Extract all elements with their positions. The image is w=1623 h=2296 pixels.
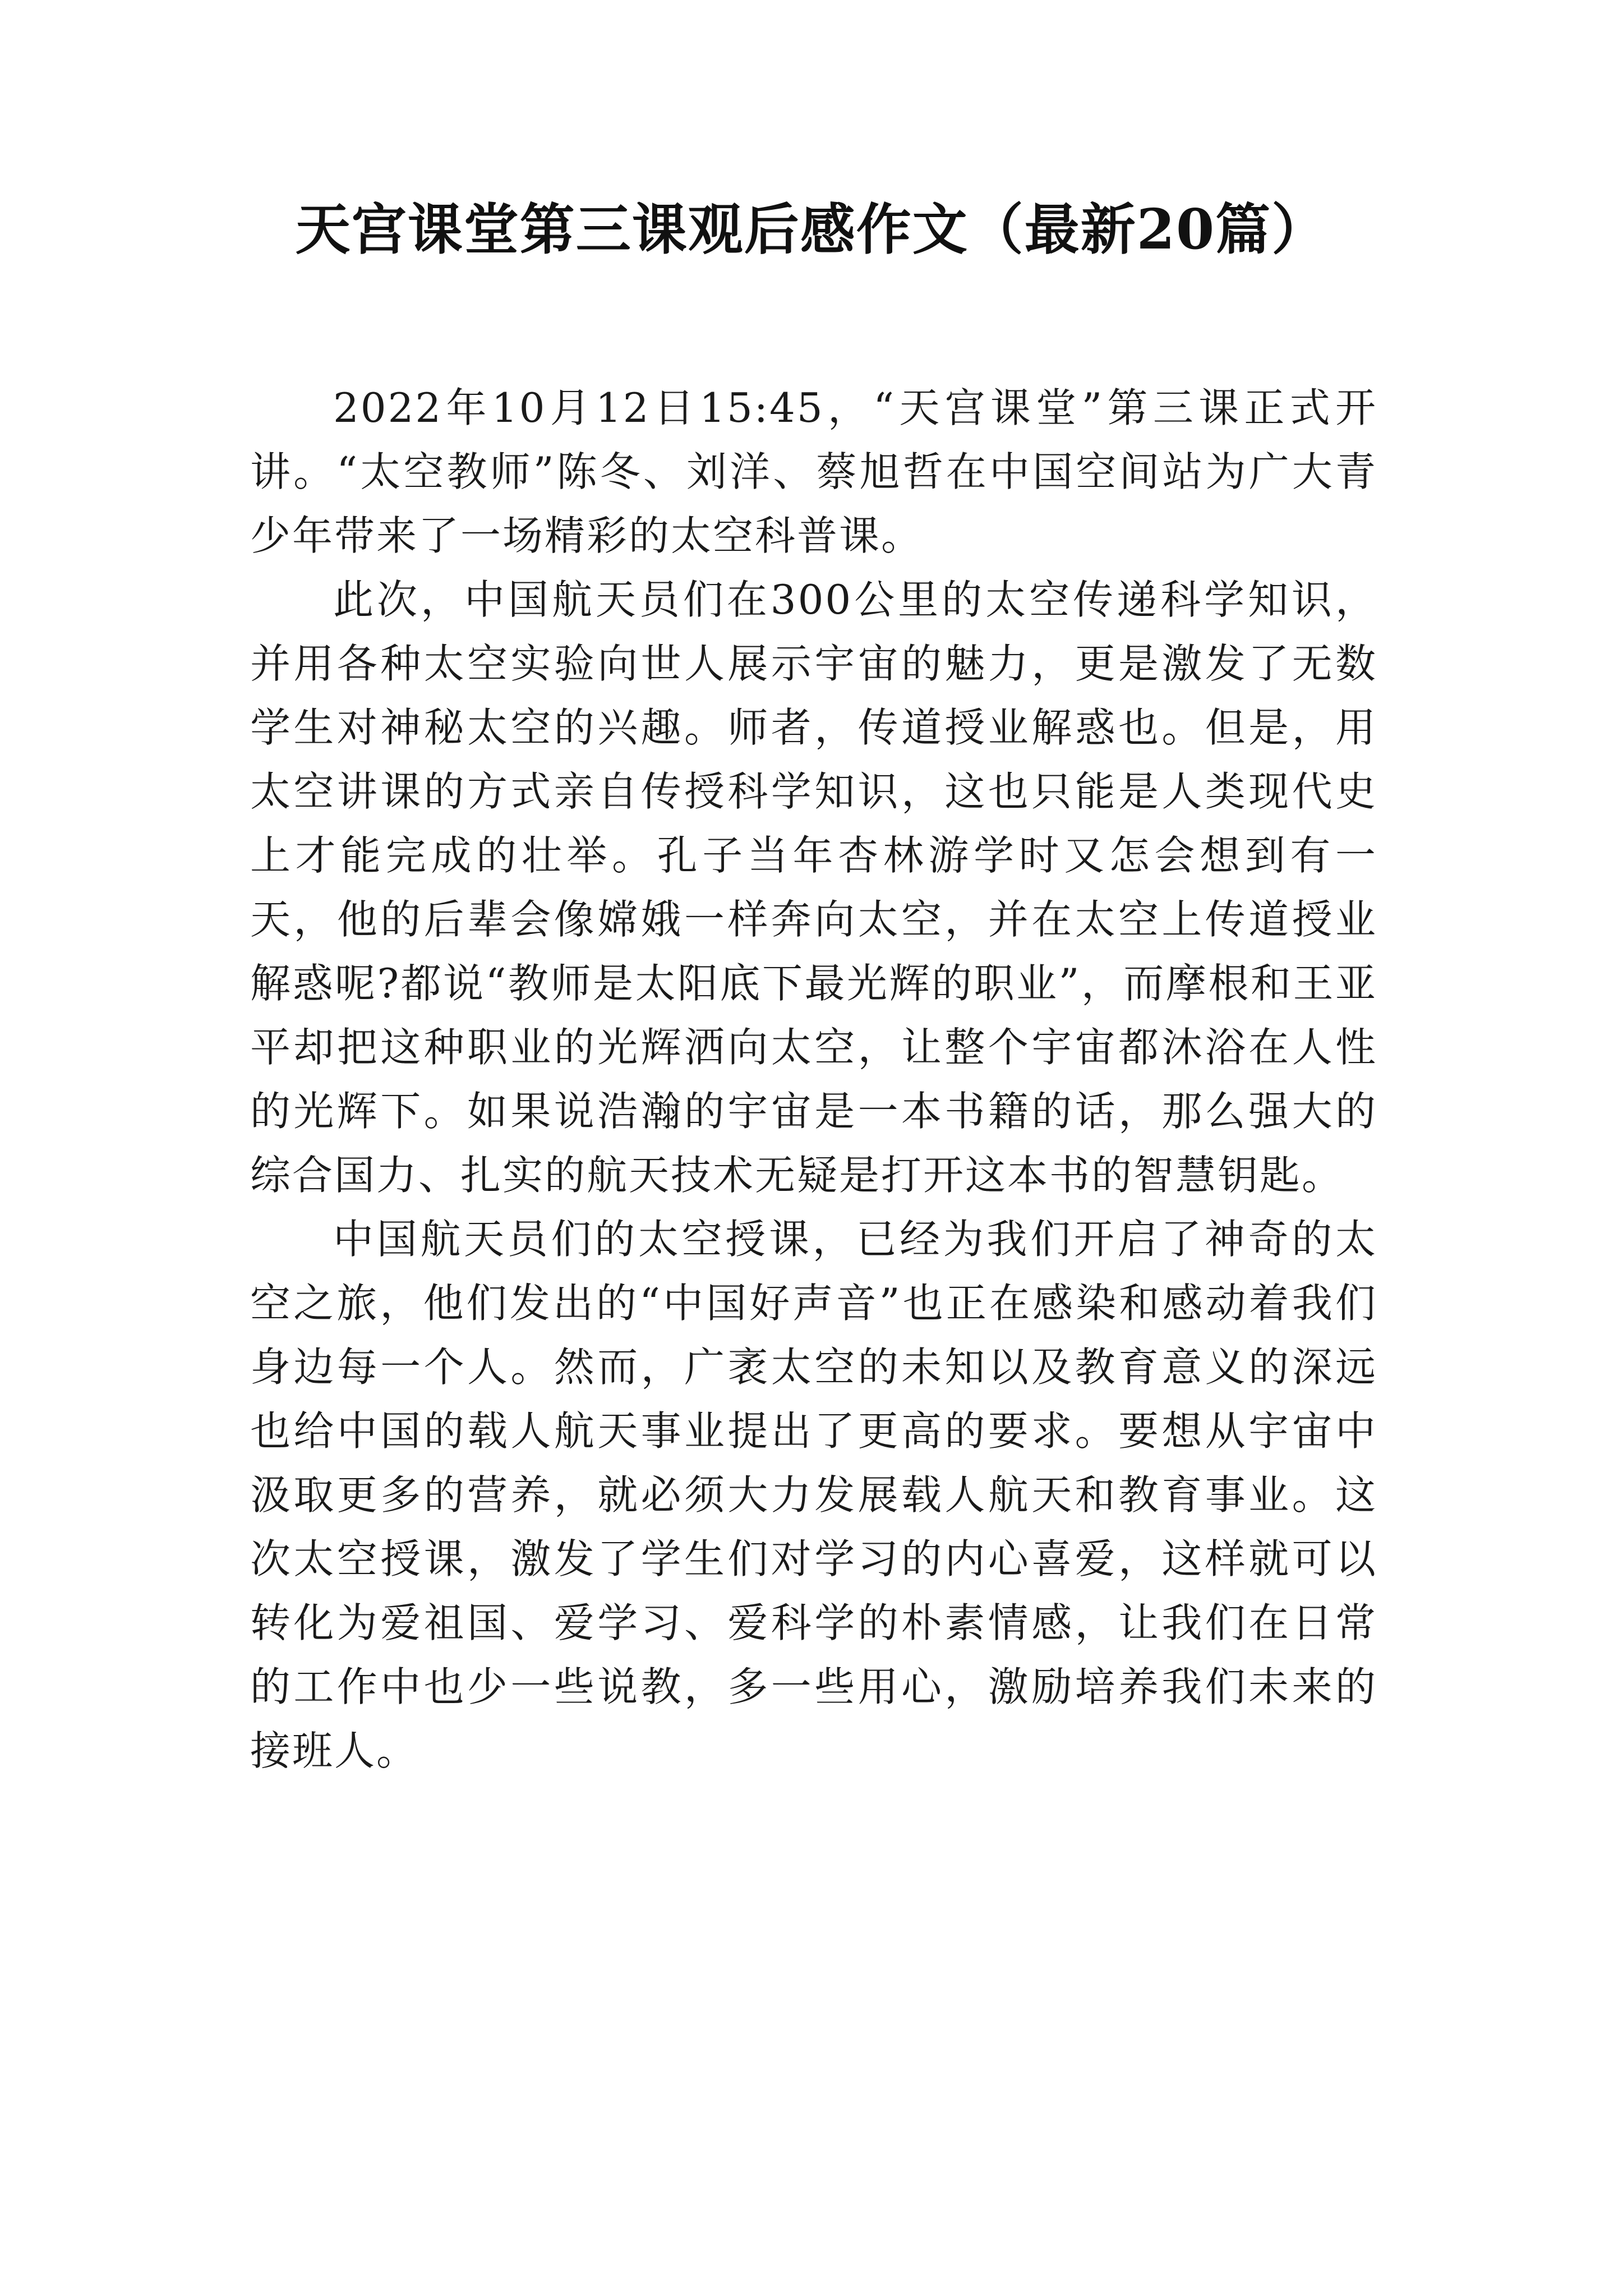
document-title: 天宫课堂第三课观后感作文（最新20篇） [295,197,1328,262]
paragraph-2: 此次，中国航天员们在300公里的太空传递科学知识，并用各种太空实验向世人展示宇宙的魅力，更是激发了无数学生对神秘太空的兴趣。师者，传道授业解惑也。但是，用太空讲课的方式亲自传授科学知识，这也只能是人类现代史上才能完成的壮举。孔子当年杏林游学时又怎会想到有一天，他的后辈会像嫦娥一样奔向太空，并在太空上传道授业解惑呢?都说“教师是太阳底下最光辉的职业”，而摩根和王亚平却把这种职业的光辉洒向太空，让整个宇宙都沐浴在人性的光辉下。如果说浩瀚的宇宙是一本书籍的话，那么强大的综合国力、扎实的航天技术无疑是打开这本书的智慧钥匙。 [250,576,1377,1199]
paragraph-3: 中国航天员们的太空授课，已经为我们开启了神奇的太空之旅，他们发出的“中国好声音”也正在感染和感动着我们身边每一个人。然而，广袤太空的未知以及教育意义的深远也给中国的载人航天事业提出了更高的要求。要想从宇宙中汲取更多的营养，就必须大力发展载人航天和教育事业。这次太空授课，激发了学生们对学习的内心喜爱，这样就可以转化为爱祖国、爱学习、爱科学的朴素情感，让我们在日常的工作中也少一些说教，多一些用心，激励培养我们未来的接班人。 [250,1216,1377,1774]
paragraph-1: 2022年10月12日15:45，“天宫课堂”第三课正式开讲。“太空教师”陈冬、刘洋、蔡旭哲在中国空间站为广大青少年带来了一场精彩的太空科普课。 [250,384,1377,559]
document-body [250,376,1377,1783]
